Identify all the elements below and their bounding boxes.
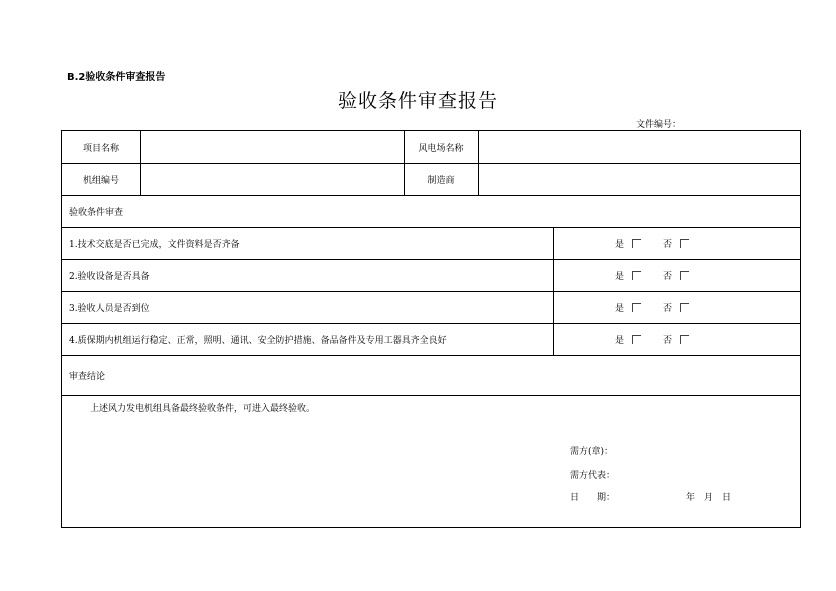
no-checkbox[interactable] <box>680 335 689 344</box>
checklist-item: 3.验收人员是否到位 <box>69 303 150 314</box>
checklist-answer <box>615 259 689 291</box>
no-checkbox[interactable] <box>680 303 689 312</box>
page-title: 验收条件审查报告 <box>337 90 498 112</box>
row-divider <box>62 355 800 356</box>
no-checkbox[interactable] <box>680 271 689 280</box>
manufacturer-field[interactable] <box>482 163 792 195</box>
column-divider <box>553 227 554 355</box>
project-name-field[interactable] <box>144 131 400 163</box>
yes-label: 是 <box>615 303 625 314</box>
no-label: 否 <box>663 271 673 282</box>
checklist-item: 4.质保期内机组运行稳定、正常，照明、通讯、安全防护措施、备品备件及专用工器具齐全良好 <box>69 335 447 346</box>
row-divider <box>62 195 800 196</box>
project-name-label: 项目名称 <box>82 143 119 154</box>
row-divider <box>62 259 800 260</box>
no-checkbox[interactable] <box>680 239 689 248</box>
yes-checkbox[interactable] <box>632 271 641 280</box>
document-number-label: 文件编号： <box>636 120 682 130</box>
unit-number-label: 机组编号 <box>82 175 119 186</box>
yes-checkbox[interactable] <box>632 239 641 248</box>
row-divider <box>62 291 800 292</box>
date-units: 年 月 日 <box>686 492 732 503</box>
checklist-answer <box>615 227 689 259</box>
column-divider <box>140 131 141 195</box>
review-section-label: 验收条件审查 <box>69 207 124 218</box>
yes-checkbox[interactable] <box>632 335 641 344</box>
conclusion-text: 上述风力发电机组具备最终验收条件，可进入最终验收。 <box>90 403 316 414</box>
checklist-answer <box>615 323 689 355</box>
yes-checkbox[interactable] <box>632 303 641 312</box>
purchaser-seal-label: 需方(章)： <box>570 446 614 457</box>
column-divider <box>478 131 479 195</box>
no-label: 否 <box>663 303 673 314</box>
checklist-answer <box>615 291 689 323</box>
no-label: 否 <box>663 239 673 250</box>
report-table <box>61 130 801 528</box>
manufacturer-label: 制造商 <box>427 175 455 186</box>
yes-label: 是 <box>615 271 625 282</box>
unit-number-field[interactable] <box>144 163 400 195</box>
yes-label: 是 <box>615 335 625 346</box>
wind-farm-name-field[interactable] <box>482 131 792 163</box>
checklist-item: 2.验收设备是否具备 <box>69 271 150 282</box>
row-divider <box>62 395 800 396</box>
date-label: 日 期： <box>570 492 616 503</box>
wind-farm-name-label: 风电场名称 <box>418 143 464 154</box>
yes-label: 是 <box>615 239 625 250</box>
no-label: 否 <box>663 335 673 346</box>
conclusion-section-label: 审查结论 <box>69 371 106 382</box>
checklist-item: 1.技术交底是否已完成，文件资料是否齐备 <box>69 239 240 250</box>
section-code: B.2验收条件审查报告 <box>67 72 166 83</box>
purchaser-representative-label: 需方代表： <box>570 470 616 481</box>
